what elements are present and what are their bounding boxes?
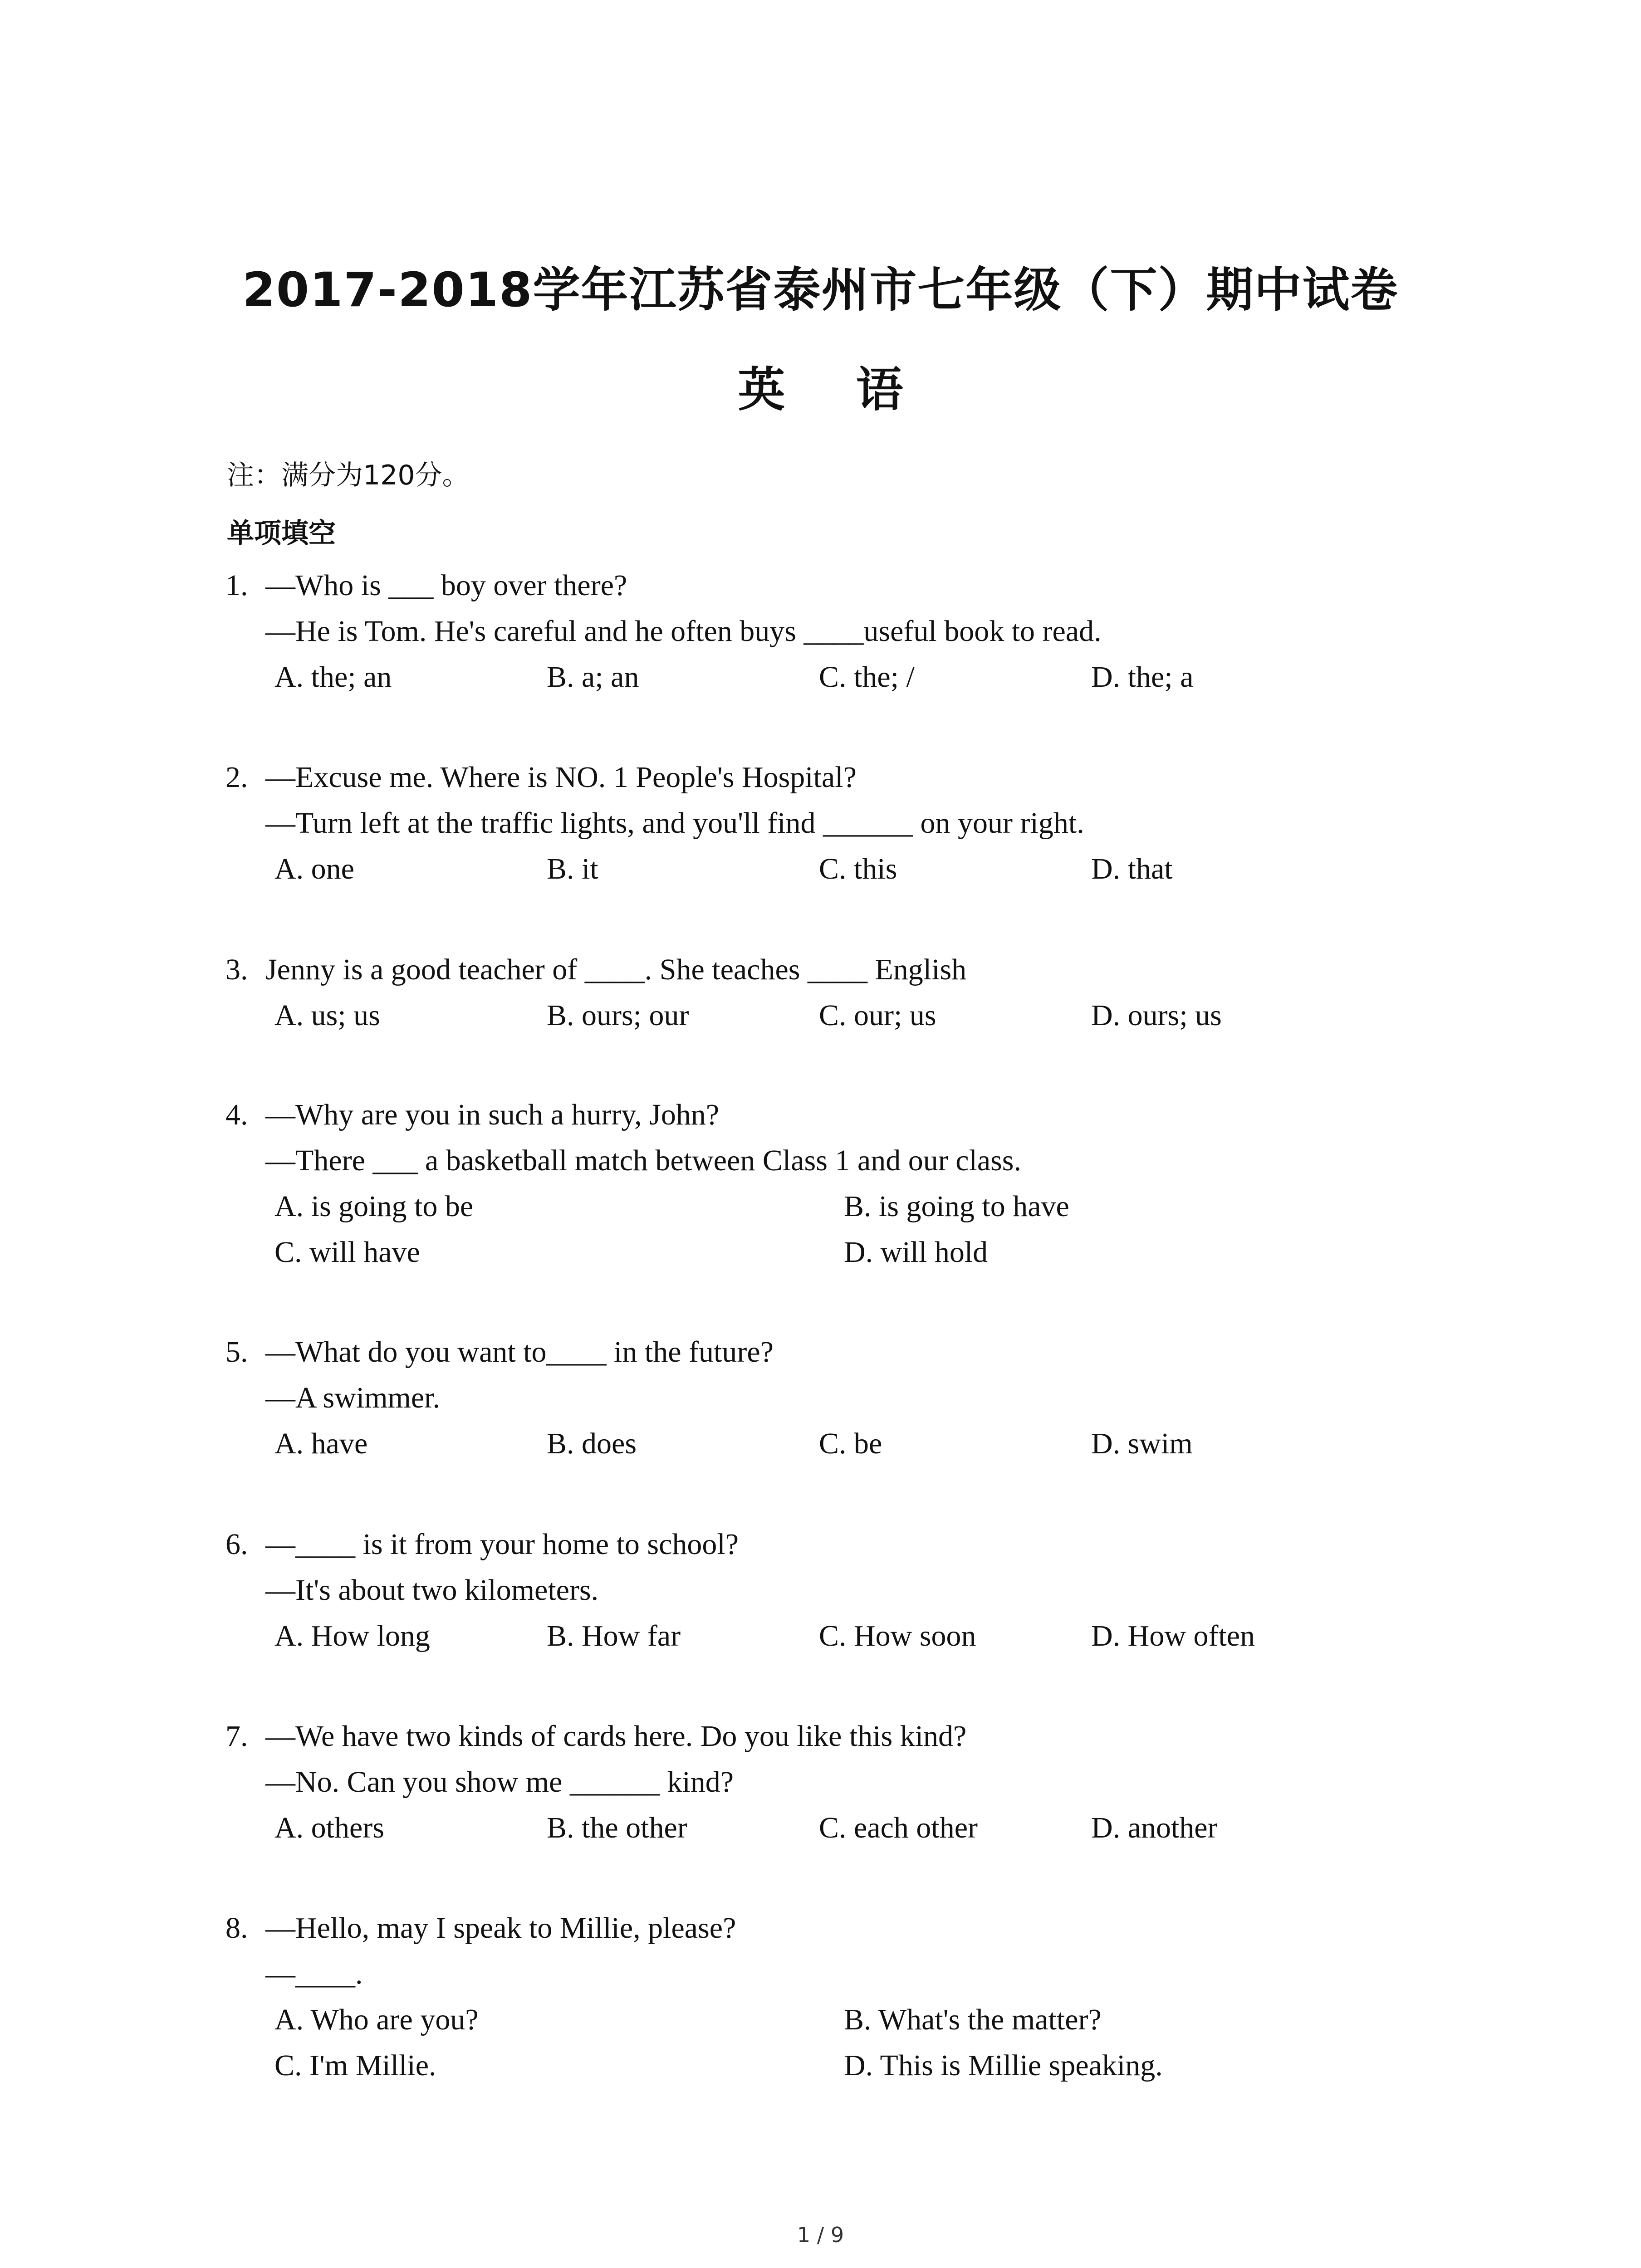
question-2 [0, 754, 1641, 892]
option-c: C. I'm Millie. [274, 2049, 436, 2082]
question-6 [0, 1521, 1641, 1659]
question-line [0, 1375, 1641, 1421]
question-line [0, 1329, 1641, 1375]
option-b: B. How far [547, 1619, 681, 1652]
option-a: A. one [274, 852, 354, 885]
question-text: —It's about two kilometers. [265, 1574, 599, 1607]
question-text: —A swimmer. [265, 1381, 441, 1414]
options-row [0, 1613, 1641, 1659]
question-number: 2. [225, 761, 248, 794]
question-line [0, 1567, 1641, 1613]
options-row [0, 1229, 1641, 1275]
question-number: 7. [225, 1720, 248, 1753]
option-d: D. ours; us [1091, 999, 1222, 1032]
question-text: —No. Can you show me ______ kind? [265, 1765, 734, 1799]
option-c: C. each other [819, 1811, 978, 1844]
option-c: C. the; / [819, 660, 915, 694]
option-d: D. This is Millie speaking. [844, 2049, 1163, 2082]
question-number: 5. [225, 1335, 248, 1369]
question-text: Jenny is a good teacher of ____. She teaches ____ English [265, 953, 967, 986]
options-row [0, 1421, 1641, 1466]
question-7 [0, 1713, 1641, 1851]
question-8 [0, 1905, 1641, 2088]
question-text: —We have two kinds of cards here. Do you like this kind? [265, 1720, 967, 1753]
option-a: A. others [274, 1811, 384, 1844]
question-line [0, 562, 1641, 608]
option-b: B. ours; our [547, 999, 689, 1032]
option-b: B. it [547, 852, 598, 885]
question-text: —____ is it from your home to school? [265, 1528, 739, 1561]
options-row [0, 1997, 1641, 2043]
question-number: 1. [225, 569, 248, 602]
question-text: —Why are you in such a hurry, John? [265, 1098, 720, 1131]
section-heading: 单项填空 [227, 518, 336, 549]
question-line [0, 800, 1641, 846]
question-number: 6. [225, 1528, 248, 1561]
question-line [0, 1713, 1641, 1759]
option-a: A. is going to be [274, 1190, 474, 1223]
question-line [0, 608, 1641, 654]
options-row [0, 654, 1641, 700]
option-d: D. How often [1091, 1619, 1255, 1652]
question-4 [0, 1092, 1641, 1275]
option-a: A. the; an [274, 660, 392, 694]
option-b: B. is going to have [844, 1190, 1069, 1223]
option-b: B. a; an [547, 660, 639, 694]
question-text: —He is Tom. He's careful and he often buys ____useful book to read. [265, 615, 1102, 648]
option-b: B. the other [547, 1811, 687, 1844]
question-line [0, 1951, 1641, 1997]
options-row [0, 2043, 1641, 2088]
options-row [0, 992, 1641, 1038]
question-text: —Excuse me. Where is NO. 1 People's Hospital? [265, 761, 857, 794]
question-1 [0, 562, 1641, 700]
option-c: C. our; us [819, 999, 936, 1032]
option-d: D. will hold [844, 1236, 988, 1269]
option-d: D. swim [1091, 1427, 1193, 1460]
score-note: 注：满分为120分。 [227, 459, 470, 491]
question-line [0, 1905, 1641, 1951]
question-text: —Who is ___ boy over there? [265, 569, 627, 602]
option-b: B. What's the matter? [844, 2003, 1102, 2036]
question-text: —Turn left at the traffic lights, and you'll find ______ on your right. [265, 807, 1084, 840]
subject-title: 英 语 [738, 362, 931, 417]
option-c: C. How soon [819, 1619, 976, 1652]
option-c: C. will have [274, 1236, 420, 1269]
option-d: D. the; a [1091, 660, 1194, 694]
question-text: —There ___ a basketball match between Class 1 and our class. [265, 1144, 1021, 1177]
question-line [0, 1521, 1641, 1567]
question-number: 3. [225, 953, 248, 986]
option-b: B. does [547, 1427, 637, 1460]
options-row [0, 1805, 1641, 1851]
option-d: D. another [1091, 1811, 1218, 1844]
page-indicator: 1 / 9 [797, 2223, 844, 2247]
question-text: —Hello, may I speak to Millie, please? [265, 1911, 736, 1945]
question-5 [0, 1329, 1641, 1466]
exam-title: 2017-2018学年江苏省泰州市七年级（下）期中试卷 [242, 262, 1399, 318]
question-number: 8. [225, 1911, 248, 1945]
question-text: —What do you want to____ in the future? [265, 1335, 774, 1369]
question-3 [0, 947, 1641, 1038]
options-row [0, 1183, 1641, 1229]
option-a: A. us; us [274, 999, 380, 1032]
option-a: A. How long [274, 1619, 430, 1652]
question-text: —____. [265, 1957, 363, 1990]
question-line [0, 754, 1641, 800]
option-a: A. Who are you? [274, 2003, 479, 2036]
question-line [0, 947, 1641, 992]
question-line [0, 1759, 1641, 1805]
question-number: 4. [225, 1098, 248, 1131]
option-c: C. be [819, 1427, 882, 1460]
question-line [0, 1138, 1641, 1183]
question-line [0, 1092, 1641, 1138]
option-a: A. have [274, 1427, 368, 1460]
options-row [0, 846, 1641, 892]
option-d: D. that [1091, 852, 1173, 885]
option-c: C. this [819, 852, 897, 885]
